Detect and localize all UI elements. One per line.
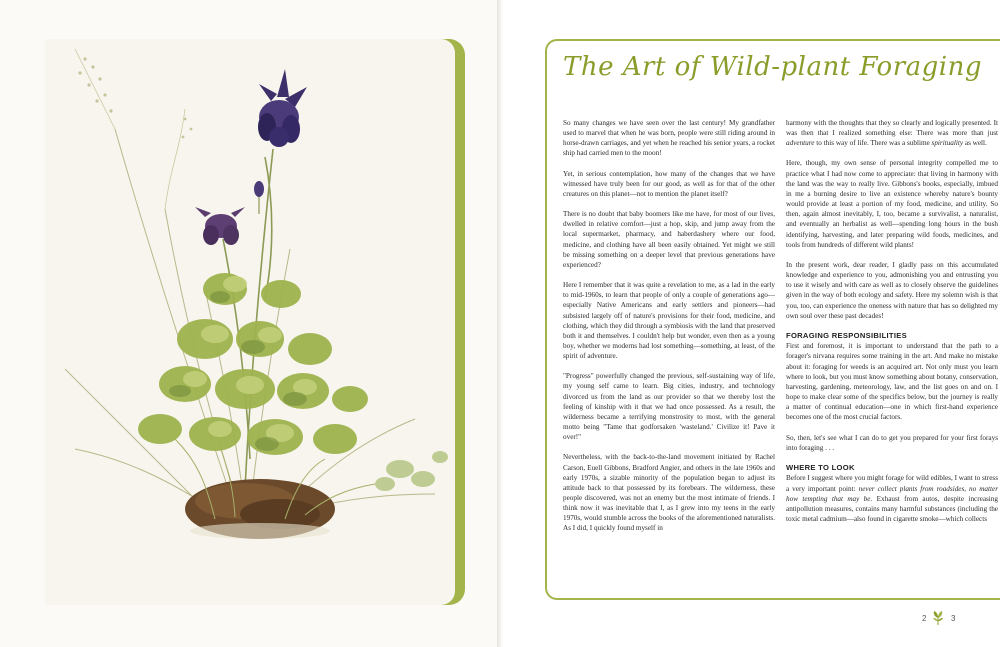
flower-left (195, 207, 245, 245)
paragraph: harmony with the thoughts that they so clearly and logically presented. It was then that I realized something else: There was more than just adventure to this way of life. There was a sublime spirituality as well. (786, 119, 998, 148)
text-column-left (563, 118, 775, 544)
paragraph: Here I remember that it was quite a revelation to me, as a lad in the early to mid-1960s, to learn that people of only a couple of generations ago—especially Native Americans and early settlers and pioneers—had subsisted largely off of nature's provisions for their food, medicine, and clothing, which they did through a symbiosis with the land that preserved both it and themselves. I couldn't help but wonder, even then as a young boy, whether we moderns had lost something—something, at least, of the spirit of adventure. (563, 281, 775, 361)
paragraph: Nevertheless, with the back-to-the-land movement initiated by Rachel Carson, Euell Gibbons, Bradford Angier, and others in the late 1960s and early 1970s, a sizable minority of the population began to adjust its attitude back to that possessed by its forebears. The wilderness, these people discovered, was not an enemy but the most intimate of friends. I think now it was inevitable that I, as I grew into my teens in the early 1970s, would stumble across the books of the aforementioned naturalists. As I did, I quickly found myself in (563, 453, 775, 533)
section-heading: FORAGING RESPONSIBILITIES (786, 330, 907, 340)
section-heading: WHERE TO LOOK (786, 462, 855, 472)
paragraph: There is no doubt that baby boomers like me have, for most of our lives, dwelled in relative comfort—just a hop, skip, and jump away from the local supermarket, pharmacy, and haberdashery where our food, medicine, and clothing have all been easily obtained. Yet might we still be missing something on a deeper level that previous generations have experienced? (563, 210, 775, 269)
paragraph: So many changes we have seen over the last century! My grandfather used to marvel that when he was born, people were still riding around in horse-drawn carriages, and yet when he reached his senior years, a rocket ship had carried men to the moon! (563, 119, 775, 158)
paragraph: So, then, let's see what I can do to get you prepared for your first forays into foraging . . . (786, 433, 998, 452)
page-number-left: 2 (922, 614, 927, 623)
illustration-frame (45, 39, 455, 605)
paragraph: In the present work, dear reader, I gladly pass on this accumulated knowledge and experience to you, admonishing you and entrusting you to use it wisely and with care as well as to closely observe the guidelines given in the way of both ecology and safety. Here my solemn wish is that you, too, can experience the oneness with nature that has so delighted my own soul over these past decades! (786, 260, 998, 320)
columbine-illustration (45, 39, 455, 605)
page-number-right: 3 (951, 614, 956, 623)
paragraph: First and foremost, it is important to understand that the path to a forager's nirvana requires some training in the art. And make no mistake about it: foraging for weeds is an acquired art. Not only must you learn where to look, but you must know something about botany, conservation, harvesting, gardening, meteorology, law, and the list goes on and on. I hope to make clear some of the specifics below, but the journey is really a matter of continual education—one in which first-hand experience becomes one of the most crucial factors. (786, 342, 998, 422)
chapter-title: The Art of Wild-plant Foraging (563, 52, 982, 82)
paragraph: Yet, in serious contemplation, how many of the changes that we have witnessed have truly been for our good, as well as for that of the other creatures on this planet—not to mention the planet itself? (563, 169, 775, 198)
paragraph: "Progress" powerfully changed the previous, self-sustaining way of life, my young self came to learn. Big cities, industry, and technology divorced us from the land as our provider so that we thereby lost the feeling of kinship with it that we had once possessed. As a result, the wilderness became a terrifying monstrosity to most, with the general motto being "Tame that godforsaken 'wasteland.' Civilize it! Pave it over!" (563, 372, 775, 442)
paragraph: Before I suggest where you might forage for wild edibles, I want to stress a very important point: never collect plants from roadsides, no matter how tempting that may be. Exhaust from autos, despite increasing antipollution measures, contains many harmful substances (including the toxic metal cadmium—also found in cigarette smoke—which collects (786, 474, 999, 523)
left-page (0, 0, 497, 647)
paragraph: Here, though, my own sense of personal integrity compelled me to practice what I had now come to appreciate: that living in harmony with the land was the way to really live. Gibbons's books, especially, imbued in me a burning desire to live an existence whereby nature's bounty would provide at least a portion of my food, medicine, and utility. So then, again almost inevitably, I, too, became a survivalist, a naturalist, and eventually an herbalist as well—spending long hours in the bush identifying, harvesting, and later preparing wild foods, medicines, and tools from hundreds of different wild plants! (786, 159, 998, 249)
flower-top (258, 69, 307, 147)
text-column-right (786, 118, 998, 524)
leaf-ornament-icon (929, 610, 947, 626)
